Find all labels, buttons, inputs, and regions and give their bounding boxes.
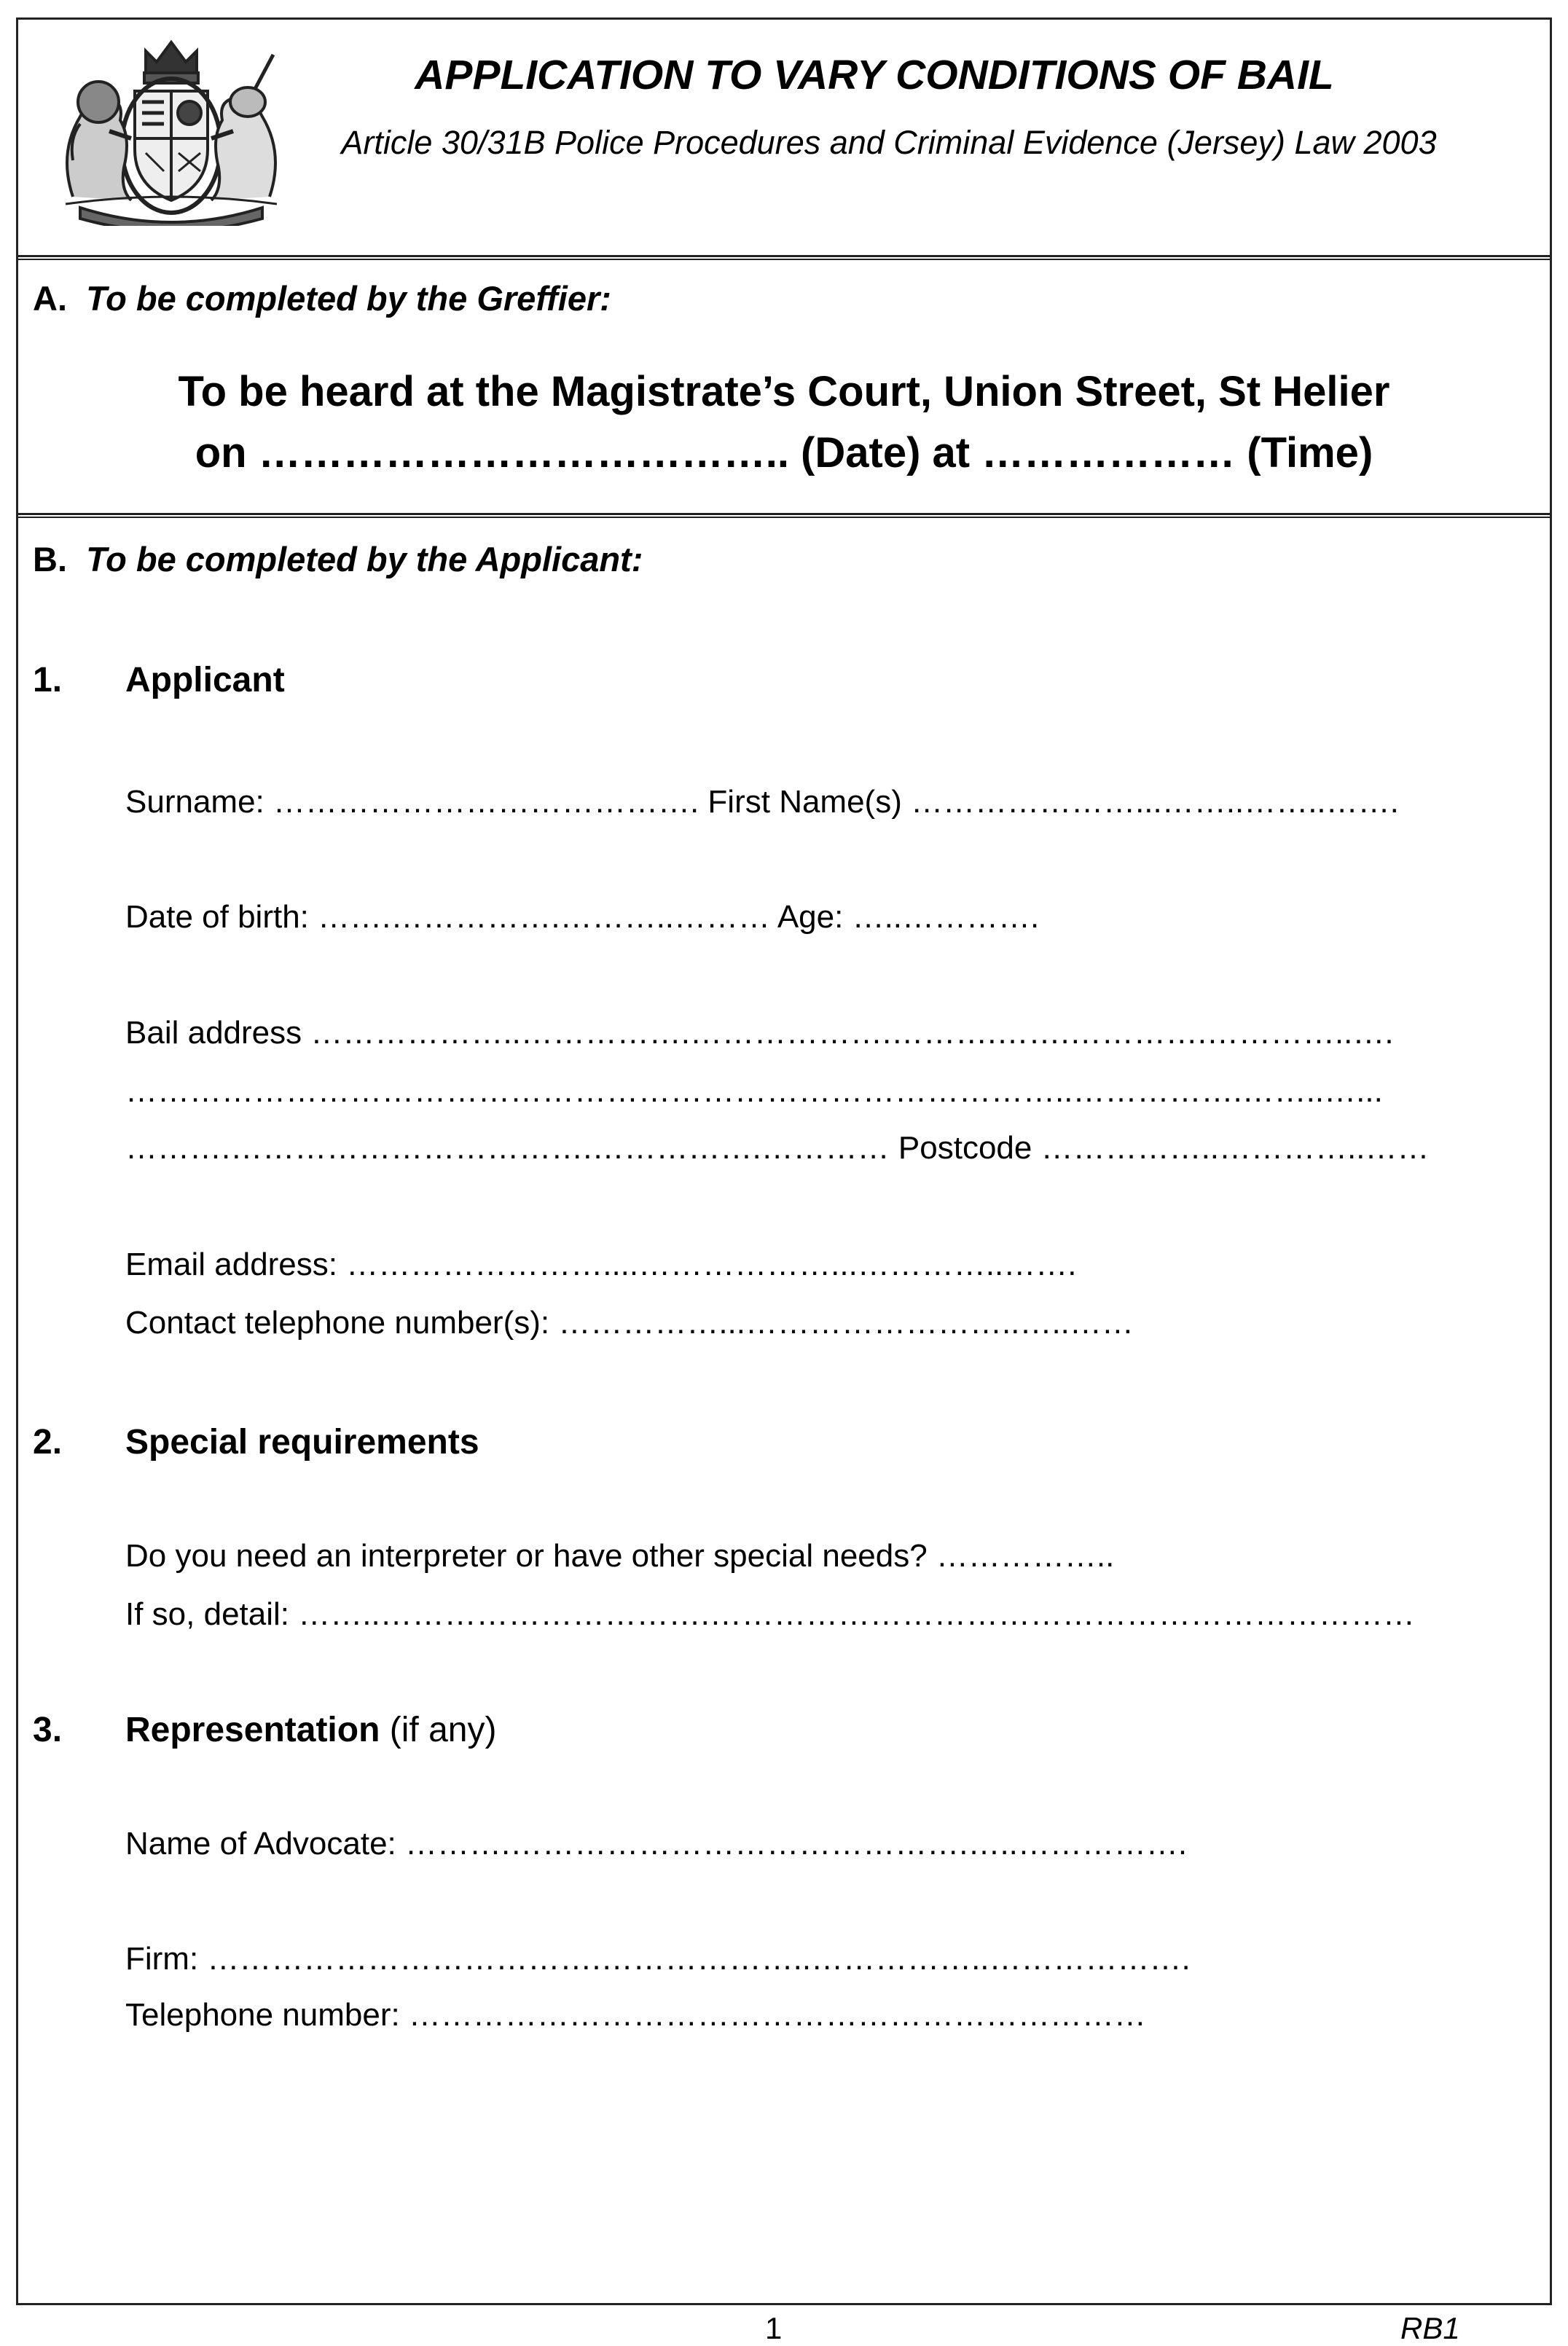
surname-first-name-field[interactable]: Surname: …………………………………. First Name(s) …………………...……..……..……. xyxy=(125,784,1399,820)
email-address-field[interactable]: Email address: ……………………....………………...…………..……. xyxy=(125,1247,1077,1282)
interpreter-needs-field[interactable]: Do you need an interpreter or have other special needs? …………….. xyxy=(125,1538,1115,1574)
form-code: RB1 xyxy=(1400,2311,1460,2345)
form-subtitle: Article 30/31B Police Procedures and Criminal Evidence (Jersey) Law 2003 xyxy=(341,124,1437,161)
item-3-heading xyxy=(125,1710,496,1750)
item-3-heading-note: (if any) xyxy=(380,1711,497,1749)
section-a-label: To be completed by the Greffier: xyxy=(86,279,611,318)
special-needs-detail-field[interactable]: If so, detail: ……..………………………….………………………………………………………… xyxy=(125,1596,1415,1632)
item-3-number: 3. xyxy=(33,1711,63,1749)
date-of-birth-age-field[interactable]: Date of birth: …….…………….………..……… Age: …..…………. xyxy=(125,899,1040,935)
section-a-letter: A. xyxy=(33,279,67,318)
bail-address-line-2[interactable]: ……………………………………………………………………………..…………….……..…... xyxy=(125,1073,1383,1109)
section-b-label: To be completed by the Applicant: xyxy=(86,540,643,578)
divider-section-a xyxy=(16,513,1552,518)
item-2-number: 2. xyxy=(33,1423,63,1462)
divider-header xyxy=(16,255,1552,260)
form-title: APPLICATION TO VARY CONDITIONS OF BAIL xyxy=(415,52,1334,98)
hearing-date-time[interactable]: on ……………………………….. (Date) at ……………… (Time) xyxy=(195,429,1373,476)
representation-telephone-field[interactable]: Telephone number: …………………………………………………………… xyxy=(125,1997,1146,2033)
item-3-heading-text: Representation xyxy=(125,1711,380,1749)
section-b-heading xyxy=(33,539,643,579)
firm-field[interactable]: Firm: ……………………………….………………..……………..………………. xyxy=(125,1941,1191,1977)
bail-address-postcode-field[interactable]: ……….…………………………….…………….………… Postcode ……………..…………..…… xyxy=(125,1130,1430,1166)
bail-address-field[interactable]: Bail address ………………..…………….……………….……….…….………….…………..…. xyxy=(125,1015,1394,1051)
page-number: 1 xyxy=(765,2311,783,2345)
hearing-location: To be heard at the Magistrate’s Court, Union Street, St Helier xyxy=(178,368,1390,415)
section-b-letter: B. xyxy=(33,540,67,578)
item-2-heading: Special requirements xyxy=(125,1423,479,1462)
item-1-heading: Applicant xyxy=(125,661,285,699)
section-a-heading xyxy=(33,278,611,318)
item-1-number: 1. xyxy=(33,661,63,699)
contact-telephone-field[interactable]: Contact telephone number(s): ……………...……………………..…..…… xyxy=(125,1305,1134,1341)
advocate-name-field[interactable]: Name of Advocate: ……….…………………………………….…..……………. xyxy=(125,1826,1188,1862)
